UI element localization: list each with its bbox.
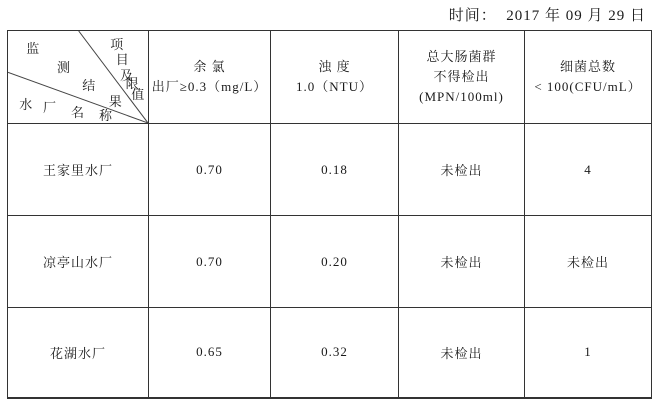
column-limit: 不得检出 [433,69,490,84]
corner-char: 值 [131,87,145,103]
corner-char: 称 [99,108,113,124]
column-limit: 出厂≥0.3（mg/L） [151,79,268,94]
column-title: 余 氯 [193,59,226,74]
cell-residual-chlorine: 0.70 [149,124,271,216]
corner-char: 厂 [43,99,57,115]
column-header-turbidity [271,31,399,124]
cell-total-coliform: 未检出 [399,308,525,398]
corner-char: 限 [125,76,139,91]
table-row [8,216,652,308]
corner-char: 果 [108,94,122,110]
corner-char: 项 [110,37,124,53]
cell-turbidity: 0.18 [271,124,399,216]
corner-header-cell [8,31,149,124]
column-limit: < 100(CFU/mL） [534,79,642,94]
corner-char: 测 [57,60,71,76]
column-title: 浊 度 [318,59,351,74]
column-title: 总大肠菌群 [426,49,497,64]
corner-header-cell-content [8,31,148,123]
corner-char: 水 [19,97,33,113]
column-header-bacteria-count [525,31,652,124]
cell-bacteria-count: 1 [525,308,652,398]
corner-char: 及 [120,67,134,83]
cell-total-coliform: 未检出 [399,124,525,216]
corner-char: 目 [115,52,129,68]
cell-plant-name: 花湖水厂 [8,308,149,398]
cell-plant-name: 王家里水厂 [8,124,149,216]
water-quality-table [7,30,652,399]
cell-residual-chlorine: 0.65 [149,308,271,398]
column-limit: 1.0（NTU） [296,79,373,94]
cell-bacteria-count: 4 [525,124,652,216]
column-header-residual-chlorine [149,31,271,124]
corner-char: 监 [26,41,40,57]
cell-turbidity: 0.32 [271,308,399,398]
cell-turbidity: 0.20 [271,216,399,308]
column-header-total-coliform [399,31,525,124]
cell-plant-name: 凉亭山水厂 [8,216,149,308]
corner-char: 结 [82,77,96,93]
column-unit: (MPN/100ml) [419,89,504,104]
cell-total-coliform: 未检出 [399,216,525,308]
table-row [8,308,652,398]
cell-bacteria-count: 未检出 [525,216,652,308]
report-date: 时间： 2017 年 09 月 29 日 [448,8,646,24]
header-row [8,31,652,124]
column-title: 细菌总数 [559,59,616,74]
corner-char: 名 [71,104,85,120]
table-row [8,124,652,216]
cell-residual-chlorine: 0.70 [149,216,271,308]
